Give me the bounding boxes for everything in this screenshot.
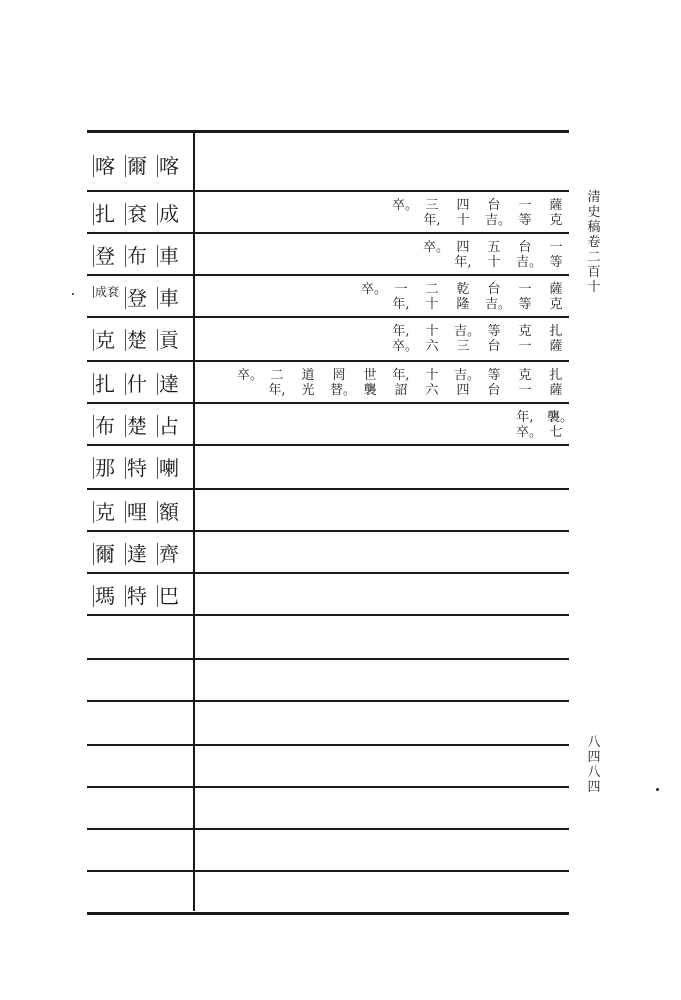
entry-char: 年, xyxy=(423,213,441,228)
row-rule xyxy=(87,658,569,660)
entry-char: 襲。 xyxy=(547,410,574,425)
entry-char: 吉。 xyxy=(454,368,481,383)
entry-char: 克 xyxy=(518,368,532,383)
name-char: 瑪 xyxy=(95,584,115,608)
running-head-char: 稿 xyxy=(587,220,601,235)
entry-char: 光 xyxy=(301,383,315,398)
row-rule xyxy=(87,786,569,788)
text-column xyxy=(423,198,441,228)
name-char: 喀 xyxy=(95,154,115,178)
row-rule xyxy=(87,700,569,702)
person-name xyxy=(91,492,193,532)
biography-entry xyxy=(379,198,565,234)
entry-char: 扎 xyxy=(549,368,563,383)
entry-char: 卒。 xyxy=(423,240,450,255)
entry-char: 薩 xyxy=(549,383,563,398)
text-column xyxy=(485,324,503,354)
text-column xyxy=(485,198,512,228)
row-rule xyxy=(87,190,569,192)
text-column xyxy=(547,240,565,270)
name-char: 巴 xyxy=(159,584,179,608)
table-row xyxy=(87,194,569,234)
entry-char: 克 xyxy=(518,324,532,339)
biography-entry xyxy=(224,368,565,404)
entry-char: 台 xyxy=(487,282,501,297)
name-char: 爾 xyxy=(127,154,147,178)
person-name xyxy=(91,534,193,574)
text-column xyxy=(454,368,481,398)
entry-char: 克 xyxy=(549,297,563,312)
person-name xyxy=(91,448,193,488)
page-number-char: 八 xyxy=(587,735,601,750)
entry-char: 薩 xyxy=(549,339,563,354)
running-head-char: 卷 xyxy=(587,235,601,250)
name-char: 特 xyxy=(127,584,147,608)
person-name xyxy=(91,320,193,360)
text-column xyxy=(299,368,317,398)
text-column xyxy=(423,368,441,398)
entry-char: 世 xyxy=(363,368,377,383)
text-column xyxy=(392,368,410,398)
entry-char: 吉。 xyxy=(516,255,543,270)
entry-char: 吉。 xyxy=(485,297,512,312)
name-char: 登 xyxy=(95,244,115,268)
entry-char: 等 xyxy=(487,368,501,383)
table-row xyxy=(87,492,569,532)
name-char: 額 xyxy=(159,500,179,524)
entry-char: 二 xyxy=(270,368,284,383)
row-rule xyxy=(87,744,569,746)
row-rule xyxy=(87,870,569,872)
name-char: 布 xyxy=(127,244,147,268)
name-char: 布 xyxy=(95,414,115,438)
name-char: 克 xyxy=(95,500,115,524)
text-column xyxy=(547,198,565,228)
entry-char: 四 xyxy=(456,198,470,213)
entry-char: 卒。 xyxy=(392,339,419,354)
text-column xyxy=(547,410,574,440)
entry-char: 隆 xyxy=(456,297,470,312)
entry-char: 薩 xyxy=(549,282,563,297)
text-column xyxy=(392,324,419,354)
person-name xyxy=(91,364,193,404)
entry-char: 七 xyxy=(549,425,563,440)
entry-char: 台 xyxy=(487,383,501,398)
row-rule xyxy=(87,828,569,830)
name-char: 喇 xyxy=(159,456,179,480)
name-char: 克 xyxy=(95,328,115,352)
entry-char: 卒。 xyxy=(516,425,543,440)
table-row xyxy=(87,278,569,318)
table-row xyxy=(87,236,569,276)
entry-char: 一 xyxy=(518,282,532,297)
text-column xyxy=(454,324,481,354)
scan-speck xyxy=(72,293,74,295)
entry-char: 年, xyxy=(516,410,534,425)
page-number-char: 四 xyxy=(587,750,601,765)
entry-char: 道 xyxy=(301,368,315,383)
text-column xyxy=(454,282,472,312)
entry-char: 台 xyxy=(487,339,501,354)
entry-char: 年, xyxy=(392,297,410,312)
biography-entry xyxy=(348,282,565,318)
entry-char: 台 xyxy=(518,240,532,255)
text-column xyxy=(237,368,264,383)
text-column xyxy=(330,368,357,398)
entry-char: 卒。 xyxy=(361,282,388,297)
entry-char: 五 xyxy=(487,240,501,255)
name-char: 喀 xyxy=(159,154,179,178)
name-char: 袞 xyxy=(127,202,147,226)
entry-char: 三 xyxy=(456,339,470,354)
entry-char: 克 xyxy=(549,213,563,228)
running-head-char: 二 xyxy=(587,250,601,265)
running-head-char: 百 xyxy=(587,265,601,280)
table-row xyxy=(87,146,569,186)
entry-char: 四 xyxy=(456,240,470,255)
text-column xyxy=(485,282,512,312)
name-char: 楚 xyxy=(127,328,147,352)
running-head-char: 清 xyxy=(587,190,601,205)
text-column xyxy=(361,282,388,297)
text-column xyxy=(547,282,565,312)
text-column xyxy=(547,368,565,398)
entry-char: 一 xyxy=(518,383,532,398)
entry-char: 吉。 xyxy=(454,324,481,339)
text-column xyxy=(516,282,534,312)
top-rule xyxy=(87,130,569,133)
text-column xyxy=(547,324,565,354)
page-number-char: 八 xyxy=(587,765,601,780)
biography-entry xyxy=(503,410,574,446)
text-column xyxy=(516,410,543,440)
entry-char: 年, xyxy=(454,255,472,270)
name-char: 什 xyxy=(127,372,147,396)
text-column xyxy=(423,282,441,312)
entry-char: 卒。 xyxy=(237,368,264,383)
entry-char: 乾 xyxy=(456,282,470,297)
biography-entry xyxy=(379,324,565,360)
row-rule xyxy=(87,360,569,362)
entry-char: 台 xyxy=(487,198,501,213)
person-name xyxy=(91,194,193,234)
table-row xyxy=(87,364,569,404)
text-column xyxy=(516,324,534,354)
page-number-char: 四 xyxy=(587,780,601,795)
text-column xyxy=(268,368,286,398)
text-column xyxy=(485,240,503,270)
text-column xyxy=(516,368,534,398)
name-char: 特 xyxy=(127,456,147,480)
name-char: 爾 xyxy=(95,542,115,566)
text-column xyxy=(392,198,419,213)
entry-char: 十 xyxy=(425,368,439,383)
text-column xyxy=(454,240,472,270)
page-number xyxy=(585,735,603,795)
name-char: 成 xyxy=(159,202,179,226)
entry-char: 襲 xyxy=(363,383,377,398)
entry-char: 罔 xyxy=(332,368,346,383)
text-column xyxy=(516,198,534,228)
person-name xyxy=(91,236,193,276)
text-column xyxy=(423,324,441,354)
entry-char: 十 xyxy=(425,297,439,312)
name-char: 哩 xyxy=(127,500,147,524)
name-char: 貢 xyxy=(159,328,179,352)
entry-char: 等 xyxy=(487,324,501,339)
person-name xyxy=(91,576,193,616)
entry-char: 年, xyxy=(268,383,286,398)
text-column xyxy=(423,240,450,255)
text-column xyxy=(516,240,543,270)
name-char: 占 xyxy=(159,414,179,438)
running-head-char: 十 xyxy=(587,280,601,295)
biography-entry xyxy=(410,240,565,276)
entry-char: 一 xyxy=(394,282,408,297)
running-head xyxy=(585,190,603,295)
entry-char: 等 xyxy=(518,213,532,228)
text-column xyxy=(485,368,503,398)
name-char: 齊 xyxy=(159,542,179,566)
entry-char: 卒。 xyxy=(392,198,419,213)
entry-char: 扎 xyxy=(549,324,563,339)
name-char: 成袞 xyxy=(95,285,120,299)
entry-char: 三 xyxy=(425,198,439,213)
name-char: 楚 xyxy=(127,414,147,438)
entry-char: 六 xyxy=(425,383,439,398)
entry-char: 一 xyxy=(518,339,532,354)
table-row xyxy=(87,320,569,360)
entry-char: 十 xyxy=(425,324,439,339)
table-row xyxy=(87,406,574,446)
entry-char: 吉。 xyxy=(485,213,512,228)
text-column xyxy=(392,282,410,312)
table-row xyxy=(87,534,569,574)
entry-char: 年, xyxy=(392,324,410,339)
scan-speck xyxy=(656,788,659,791)
person-name xyxy=(91,406,193,446)
entry-char: 一 xyxy=(549,240,563,255)
bottom-rule xyxy=(87,912,569,915)
entry-char: 詔 xyxy=(394,383,408,398)
table-row xyxy=(87,576,569,616)
entry-char: 十 xyxy=(456,213,470,228)
entry-char: 六 xyxy=(425,339,439,354)
name-char: 達 xyxy=(159,372,179,396)
running-head-char: 史 xyxy=(587,205,601,220)
row-rule xyxy=(87,488,569,490)
entry-char: 薩 xyxy=(549,198,563,213)
name-char: 達 xyxy=(127,542,147,566)
name-char: 車 xyxy=(159,244,179,268)
name-char: 那 xyxy=(95,456,115,480)
name-char: 車 xyxy=(159,286,179,310)
entry-char: 年, xyxy=(392,368,410,383)
entry-char: 一 xyxy=(518,198,532,213)
name-char: 登 xyxy=(127,286,147,310)
name-char: 扎 xyxy=(95,372,115,396)
text-column xyxy=(454,198,472,228)
person-name xyxy=(91,278,193,318)
entry-char: 等 xyxy=(549,255,563,270)
entry-char: 十 xyxy=(487,255,501,270)
person-name xyxy=(91,146,193,186)
table-row xyxy=(87,448,569,488)
entry-char: 等 xyxy=(518,297,532,312)
text-column xyxy=(361,368,379,398)
entry-char: 二 xyxy=(425,282,439,297)
name-char: 扎 xyxy=(95,202,115,226)
entry-char: 替。 xyxy=(330,383,357,398)
entry-char: 四 xyxy=(456,383,470,398)
